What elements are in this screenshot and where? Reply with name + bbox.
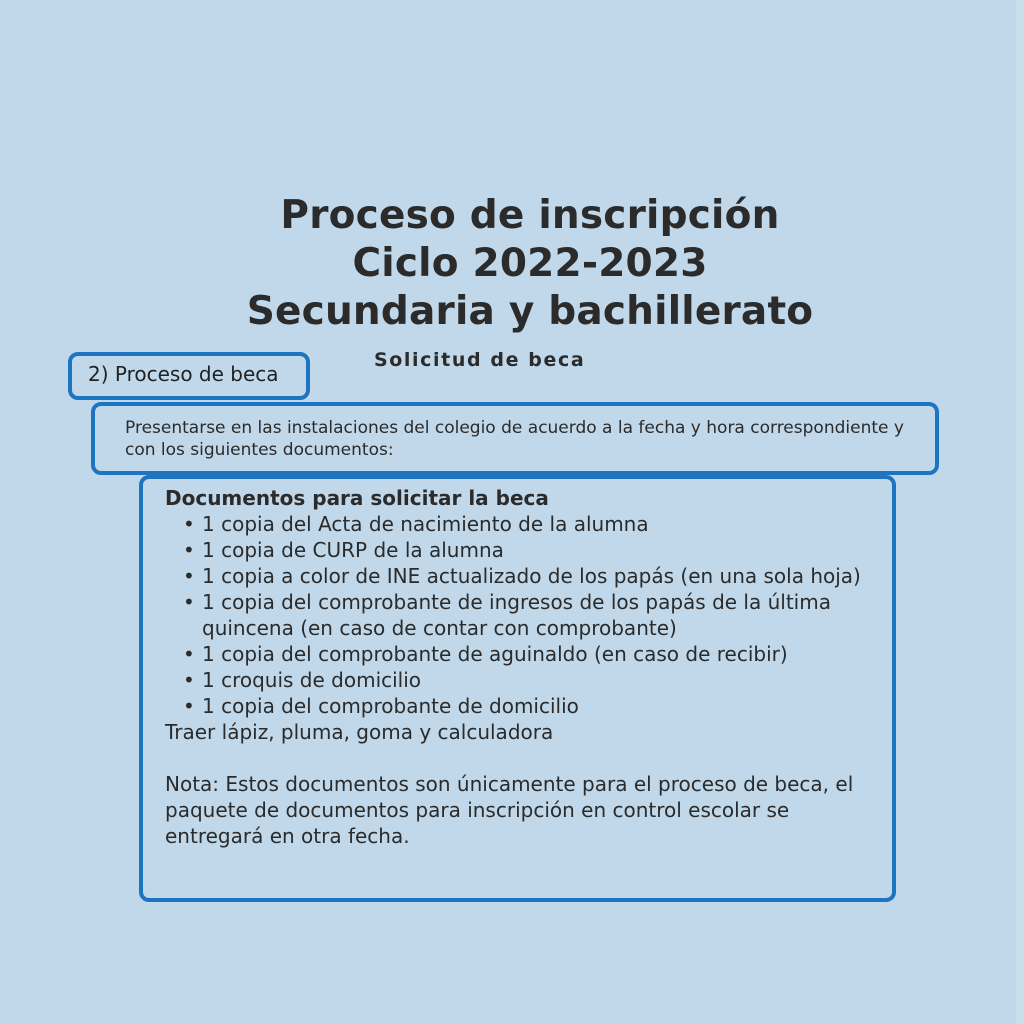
title-line-2: Ciclo 2022-2023 xyxy=(352,241,708,286)
intro-text: Presentarse en las instalaciones del colegio de acuerdo a la fecha y hora correspondiente y con los siguientes documentos: xyxy=(125,418,904,460)
bullet-icon: • xyxy=(183,564,195,588)
list-item xyxy=(183,563,865,589)
list-item xyxy=(183,667,865,693)
list-item xyxy=(183,537,865,563)
list-item-text: 1 copia del comprobante de aguinaldo (en caso de recibir) xyxy=(202,642,788,666)
list-item xyxy=(183,641,865,667)
subtitle: Solicitud de beca xyxy=(374,349,586,371)
list-item-text: 1 copia del Acta de nacimiento de la alumna xyxy=(202,512,649,536)
documents-list xyxy=(165,511,865,719)
right-edge-strip xyxy=(1016,0,1024,1024)
bullet-icon: • xyxy=(183,538,195,562)
list-item-text: 1 copia del comprobante de ingresos de los papás de la última quincena (en caso de contar con comprobante) xyxy=(202,590,831,640)
note-text: Nota: Estos documentos son únicamente para el proceso de beca, el paquete de documentos para inscripción en control escolar se entregará en otra fecha. xyxy=(165,772,854,848)
documents-content xyxy=(165,485,865,849)
list-item xyxy=(183,589,865,641)
bullet-icon: • xyxy=(183,694,195,718)
list-item-text: 1 croquis de domicilio xyxy=(202,668,422,692)
title-line-3: Secundaria y bachillerato xyxy=(246,289,814,334)
page-title xyxy=(230,192,830,336)
title-line-1: Proceso de inscripción xyxy=(280,193,780,238)
bullet-icon: • xyxy=(183,590,195,614)
intro-box xyxy=(91,402,939,475)
documents-box xyxy=(139,475,896,902)
list-item xyxy=(183,693,865,719)
list-item-text: 1 copia de CURP de la alumna xyxy=(202,538,504,562)
step-label: 2) Proceso de beca xyxy=(88,362,279,386)
list-item xyxy=(183,511,865,537)
bring-items-text: Traer lápiz, pluma, goma y calculadora xyxy=(165,720,554,744)
list-item-text: 1 copia a color de INE actualizado de los papás (en una sola hoja) xyxy=(202,564,861,588)
bullet-icon: • xyxy=(183,668,195,692)
step-label-box xyxy=(68,352,310,400)
bullet-icon: • xyxy=(183,512,195,536)
documents-heading: Documentos para solicitar la beca xyxy=(165,486,549,510)
bullet-icon: • xyxy=(183,642,195,666)
list-item-text: 1 copia del comprobante de domicilio xyxy=(202,694,579,718)
